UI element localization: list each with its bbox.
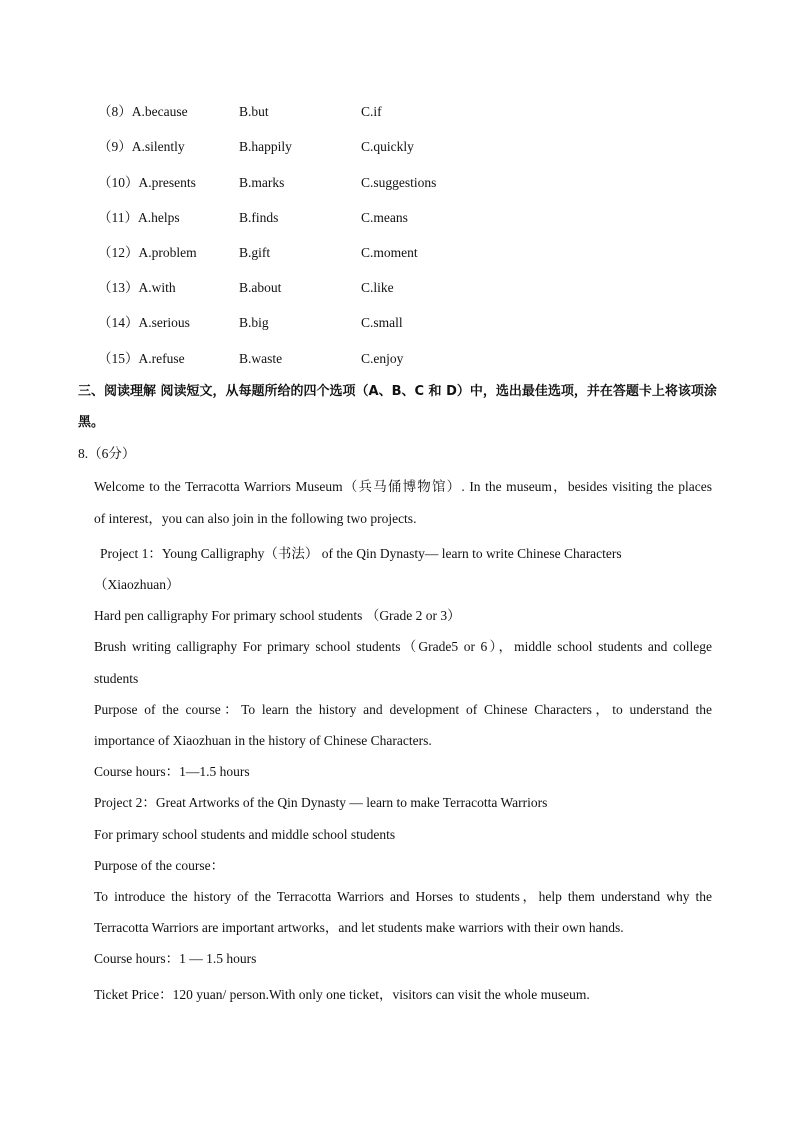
option-a-text: A.because: [131, 104, 188, 119]
project-2-hours: Course hours：1 — 1.5 hours: [94, 951, 257, 966]
option-row: [98, 102, 498, 122]
option-a-text: A.helps: [138, 210, 180, 225]
option-a-text: A.serious: [138, 315, 190, 330]
option-row: [98, 243, 498, 263]
question-label: （9）: [98, 139, 132, 154]
option-row: [98, 137, 498, 157]
project-1-brush-line-1: Brush writing calligraphy For primary school students（Grade5 or 6），middle school students and college: [94, 639, 712, 654]
option-a: [98, 208, 180, 228]
option-a-text: A.refuse: [138, 351, 185, 366]
option-row: [98, 208, 498, 228]
option-b: B.marks: [239, 175, 285, 190]
option-c: C.small: [361, 315, 403, 330]
option-c: C.suggestions: [361, 175, 437, 190]
option-a: [98, 278, 176, 298]
option-b: B.but: [239, 104, 269, 119]
option-a-text: A.silently: [131, 139, 185, 154]
option-row: [98, 278, 498, 298]
option-c: C.like: [361, 280, 394, 295]
passage-intro-line-2: of interest，you can also join in the following two projects.: [94, 511, 417, 526]
question-label: （8）: [98, 104, 132, 119]
option-row: [98, 349, 498, 369]
option-a-text: A.problem: [138, 245, 197, 260]
option-a: [98, 137, 185, 157]
option-a: [98, 173, 196, 193]
option-b: B.big: [239, 315, 269, 330]
project-2-title: Project 2：Great Artworks of the Qin Dynasty — learn to make Terracotta Warriors: [94, 795, 548, 810]
option-row: [98, 313, 498, 333]
option-a: [98, 313, 190, 333]
question-label: （10）: [98, 175, 139, 190]
question-number: 8.（6分）: [78, 446, 136, 461]
option-c: C.if: [361, 104, 382, 119]
option-b: B.gift: [239, 245, 271, 260]
project-1-hard-pen: Hard pen calligraphy For primary school students （Grade 2 or 3）: [94, 608, 461, 623]
question-label: （11）: [98, 210, 138, 225]
project-2-purpose-line-2: Terracotta Warriors are important artworks，and let students make warriors with their own hands.: [94, 920, 624, 935]
option-c: C.enjoy: [361, 351, 404, 366]
passage-intro-line-1: Welcome to the Terracotta Warriors Museum（兵马俑博物馆）. In the museum，besides visiting the places: [94, 479, 712, 494]
option-a-text: A.with: [138, 280, 176, 295]
option-a: [98, 243, 197, 263]
option-a: [98, 349, 185, 369]
option-row: [98, 173, 498, 193]
project-1-brush-line-2: students: [94, 671, 139, 686]
ticket-price: Ticket Price：120 yuan/ person.With only one ticket，visitors can visit the whole museum.: [94, 987, 590, 1002]
project-1-purpose-line-1: Purpose of the course：To learn the history and development of Chinese Characters，to understand the: [94, 702, 712, 717]
project-1-purpose-line-2: importance of Xiaozhuan in the history of Chinese Characters.: [94, 733, 432, 748]
option-c: C.means: [361, 210, 408, 225]
project-2-audience: For primary school students and middle school students: [94, 827, 396, 842]
option-c: C.moment: [361, 245, 418, 260]
question-label: （12）: [98, 245, 139, 260]
question-label: （13）: [98, 280, 139, 295]
project-1-hours: Course hours：1—1.5 hours: [94, 764, 250, 779]
option-a: [98, 102, 188, 122]
question-label: （15）: [98, 351, 139, 366]
option-a-text: A.presents: [138, 175, 196, 190]
option-b: B.about: [239, 280, 282, 295]
project-2-purpose-label: Purpose of the course：: [94, 858, 225, 873]
option-c: C.quickly: [361, 139, 414, 154]
project-2-purpose-line-1: To introduce the history of the Terracotta Warriors and Horses to students，help them understand why the: [94, 889, 712, 904]
option-b: B.happily: [239, 139, 292, 154]
option-b: B.finds: [239, 210, 279, 225]
option-b: B.waste: [239, 351, 283, 366]
question-label: （14）: [98, 315, 139, 330]
project-1-title-line-1: Project 1：Young Calligraphy（书法） of the Qin Dynasty— learn to write Chinese Characters: [100, 546, 622, 561]
section-heading: 三、阅读理解 阅读短文，从每题所给的四个选项（A、B、C 和 D）中，选出最佳选项，并在答题卡上将该项涂黑。: [78, 384, 717, 430]
project-1-title-line-2: （Xiaozhuan）: [94, 577, 180, 592]
